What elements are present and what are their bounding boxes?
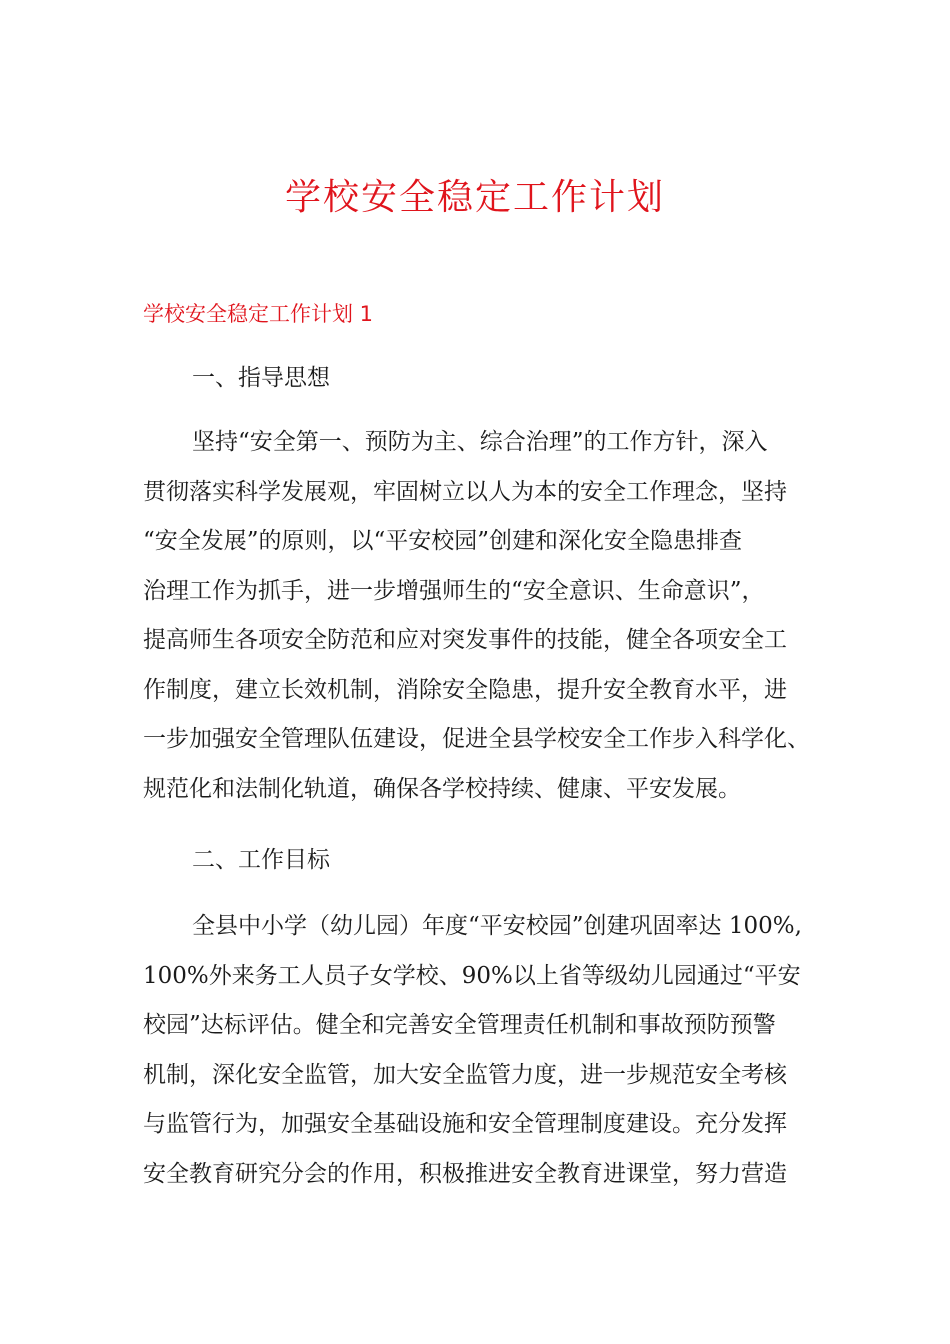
paragraph-guiding-ideology [143,418,833,814]
paragraph-line: 校园”达标评估。健全和完善安全管理责任机制和事故预防预警 [143,1012,776,1038]
paragraph-line: 全县中小学（幼儿园）年度“平安校园”创建巩固率达 100%, [192,913,802,939]
paragraph-line: 安全教育研究分会的作用，积极推进安全教育进课堂，努力营造 [143,1160,787,1187]
paragraph-line: “安全发展”的原则，以“平安校园”创建和深化安全隐患排查 [143,528,743,554]
heading-work-goals: 二、工作目标 [192,847,330,873]
paragraph-line: 一步加强安全管理队伍建设，促进全县学校安全工作步入科学化、 [143,726,810,752]
paragraph-line: 治理工作为抓手，进一步增强师生的“安全意识、生命意识”， [143,577,765,604]
document-title: 学校安全稳定工作计划 [284,177,665,218]
paragraph-line: 贯彻落实科学发展观，牢固树立以人为本的安全工作理念，坚持 [143,478,787,505]
heading-guiding-ideology: 一、指导思想 [192,365,330,391]
paragraph-line: 作制度，建立长效机制，消除安全隐患，提升安全教育水平，进 [143,676,787,703]
paragraph-work-goals [143,902,833,1199]
paragraph-line: 提高师生各项安全防范和应对突发事件的技能，健全各项安全工 [143,627,787,653]
paragraph-line: 规范化和法制化轨道，确保各学校持续、健康、平安发展。 [143,775,741,802]
paragraph-line: 机制，深化安全监管，加大安全监管力度，进一步规范安全考核 [143,1061,787,1088]
section-heading: 学校安全稳定工作计划 1 [143,302,374,326]
paragraph-line: 100%外来务工人员子女学校、90%以上省等级幼儿园通过“平安 [143,962,801,989]
paragraph-line: 与监管行为，加强安全基础设施和安全管理制度建设。充分发挥 [143,1111,787,1137]
paragraph-line: 坚持“安全第一、预防为主、综合治理”的工作方针，深入 [192,429,768,455]
